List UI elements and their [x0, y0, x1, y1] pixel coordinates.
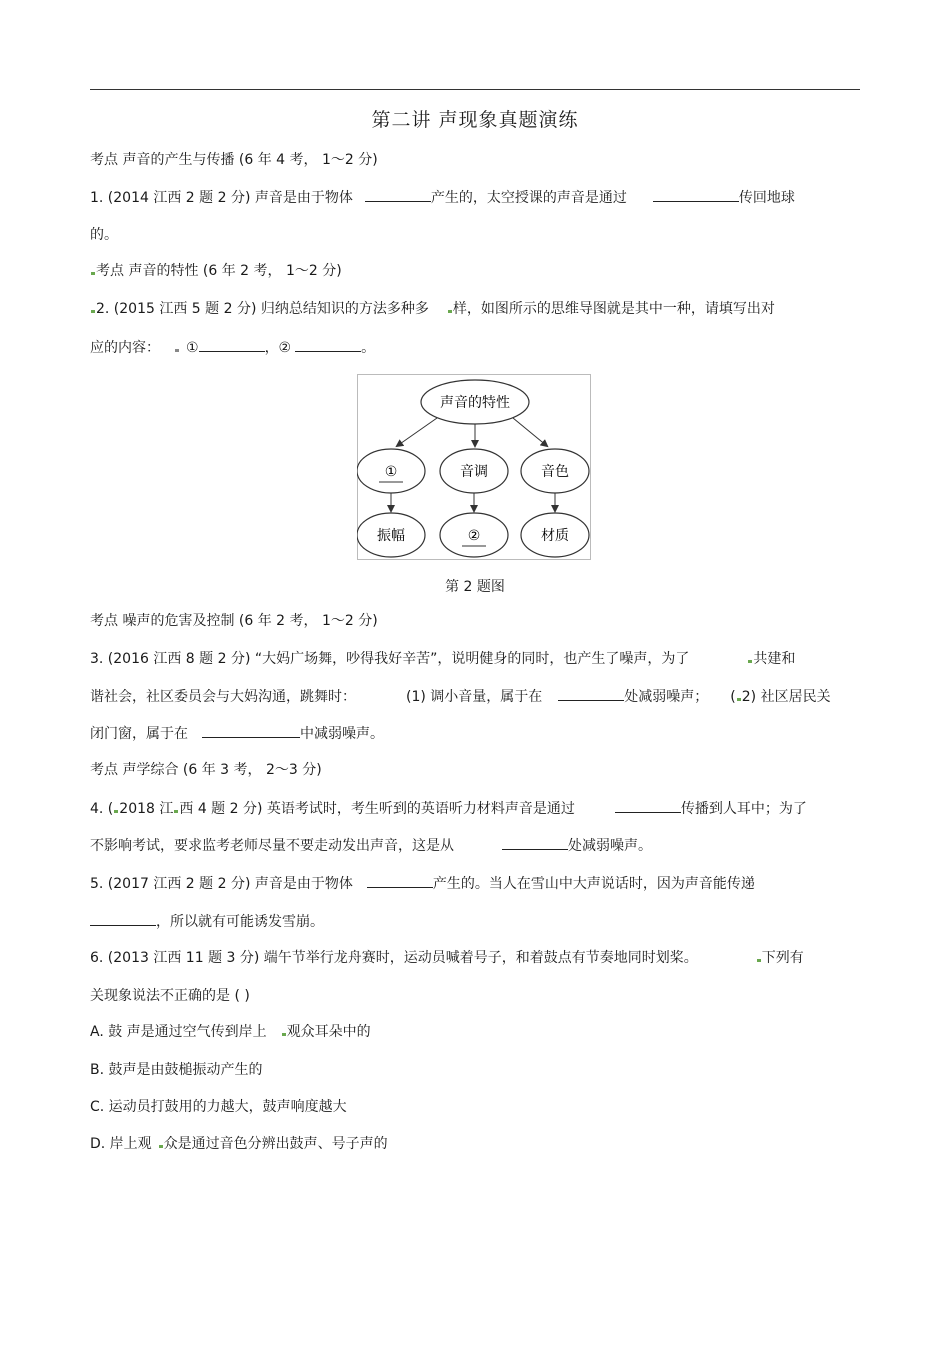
q5-text-c: ，所以就有可能诱发雪崩。	[156, 914, 324, 930]
section-heading-2	[90, 261, 342, 281]
q4-text-b: 2018 江	[119, 801, 174, 817]
q3-text-d: (1) 调小音量，属于在	[406, 689, 543, 705]
scan-mark	[448, 310, 452, 313]
q3-text-e: 处减弱噪声；	[624, 689, 709, 705]
question-6-line-1	[90, 948, 804, 968]
q3-text-h: 闭门窗，属于在	[90, 726, 188, 742]
option-d-text-2: 众是通过音色分辨出鼓声、号子声的	[163, 1136, 388, 1152]
question-3-line-1	[90, 649, 795, 669]
q1-text-b: 产生的，太空授课的声音是通过	[430, 190, 627, 206]
question-3-line-2	[90, 686, 831, 707]
option-a-text-1: A. 鼓 声是通过空气传到岸上	[90, 1024, 267, 1040]
question-3-line-3	[90, 723, 384, 744]
q3-text-i: 中减弱噪声。	[300, 726, 384, 742]
q4-text-f: 处减弱噪声。	[568, 838, 652, 854]
q2-text-e: ，②	[264, 340, 292, 356]
option-c: C. 运动员打鼓用的力越大，鼓声响度越大	[90, 1099, 347, 1115]
q2-text-d: ①	[186, 340, 199, 356]
option-d-text-1: D. 岸上观	[90, 1136, 152, 1152]
q1-blank-1	[365, 187, 431, 202]
q3-text-b: 共建和	[753, 651, 796, 667]
child-1-label: 振幅	[377, 528, 405, 544]
question-4-line-1	[90, 798, 807, 819]
q1-blank-2	[653, 187, 739, 202]
page-title: 第二讲 声现象真题演练	[371, 109, 579, 131]
scan-mark	[737, 698, 741, 701]
header-rule	[90, 89, 860, 90]
q1-text-a: 1. (2014 江西 2 题 2 分) 声音是由于物体	[90, 190, 353, 206]
q5-text-a: 5. (2017 江西 2 题 2 分) 声音是由于物体	[90, 876, 353, 892]
q6-text-a: 6. (2013 江西 11 题 3 分) 端午节举行龙舟赛时，运动员喊着号子，和着鼓点有节奏地同时划桨。	[90, 950, 698, 966]
q2-text-b: 样，如图所示的思维导图就是其中一种，请填写出对	[452, 301, 775, 317]
question-4-line-2	[90, 835, 652, 856]
scan-mark	[174, 810, 178, 813]
node-1-label: ①	[384, 464, 398, 480]
q3-blank-1	[558, 686, 624, 701]
option-a-text-2: 观众耳朵中的	[286, 1024, 371, 1040]
question-6-line-2: 关现象说法不正确的是 ( )	[90, 988, 250, 1004]
scan-mark	[175, 349, 179, 352]
q2-text-f: 。	[361, 340, 376, 356]
scan-mark	[114, 810, 118, 813]
q4-blank-2	[502, 835, 568, 850]
q3-blank-2	[202, 723, 300, 738]
scan-mark	[757, 959, 761, 962]
q5-blank-1	[367, 873, 433, 888]
child-3-label: 材质	[541, 528, 569, 544]
mind-map-diagram	[357, 374, 591, 560]
q3-text-g: 2) 社区居民关	[741, 689, 831, 705]
q5-text-b: 产生的。当人在雪山中大声说话时，因为声音能传递	[432, 876, 755, 892]
q2-blank-2	[295, 337, 361, 352]
option-b: B. 鼓声是由鼓槌振动产生的	[90, 1062, 263, 1078]
q1-text-c: 传回地球	[738, 190, 795, 206]
section-heading-2-text: 考点 声音的特性 (6 年 2 考， 1～2 分)	[96, 263, 342, 279]
q4-text-a: 4. (	[90, 801, 114, 817]
section-heading-1: 考点 声音的产生与传播 (6 年 4 考， 1～2 分)	[90, 152, 378, 168]
node-3-label: 音色	[541, 464, 569, 480]
q5-blank-2	[90, 911, 156, 926]
question-5-line-2	[90, 911, 324, 932]
q3-text-f: (	[730, 689, 736, 705]
scan-mark	[91, 272, 95, 275]
child-2-label: ②	[467, 528, 481, 544]
scan-mark	[748, 660, 752, 663]
q6-text-b: 下列有	[761, 950, 804, 966]
scan-mark	[91, 310, 95, 313]
option-d	[90, 1134, 388, 1154]
q2-blank-1	[199, 337, 265, 352]
question-1-line-1	[90, 187, 795, 208]
q2-text-a: 2. (2015 江西 5 题 2 分) 归纳总结知识的方法多种多	[96, 301, 429, 317]
q4-text-e: 不影响考试，要求监考老师尽量不要走动发出声音，这是从	[90, 838, 454, 854]
scan-mark	[159, 1145, 163, 1148]
node-2-label: 音调	[460, 464, 488, 480]
q4-blank-1	[615, 798, 681, 813]
q3-text-c: 谐社会，社区委员会与大妈沟通，跳舞时：	[90, 689, 356, 705]
q2-text-c: 应的内容：	[90, 340, 160, 356]
section-heading-4: 考点 声学综合 (6 年 3 考， 2～3 分)	[90, 762, 322, 778]
q4-text-c: 西 4 题 2 分) 英语考试时，考生听到的英语听力材料声音是通过	[179, 801, 575, 817]
scan-mark	[282, 1033, 286, 1036]
question-2-line-1	[90, 299, 775, 319]
question-5-line-1	[90, 873, 755, 894]
q3-text-a: 3. (2016 江西 8 题 2 分) “大妈广场舞，吵得我好辛苦”，说明健身的同时，也产生了噪声，为了	[90, 651, 690, 667]
question-1-line-2: 的。	[90, 227, 118, 243]
q4-text-d: 传播到人耳中；为了	[680, 801, 807, 817]
option-a	[90, 1022, 371, 1042]
question-2-line-2	[90, 337, 375, 358]
figure-caption: 第 2 题图	[445, 579, 505, 595]
root-node-label: 声音的特性	[440, 395, 510, 411]
section-heading-3: 考点 噪声的危害及控制 (6 年 2 考， 1～2 分)	[90, 613, 378, 629]
